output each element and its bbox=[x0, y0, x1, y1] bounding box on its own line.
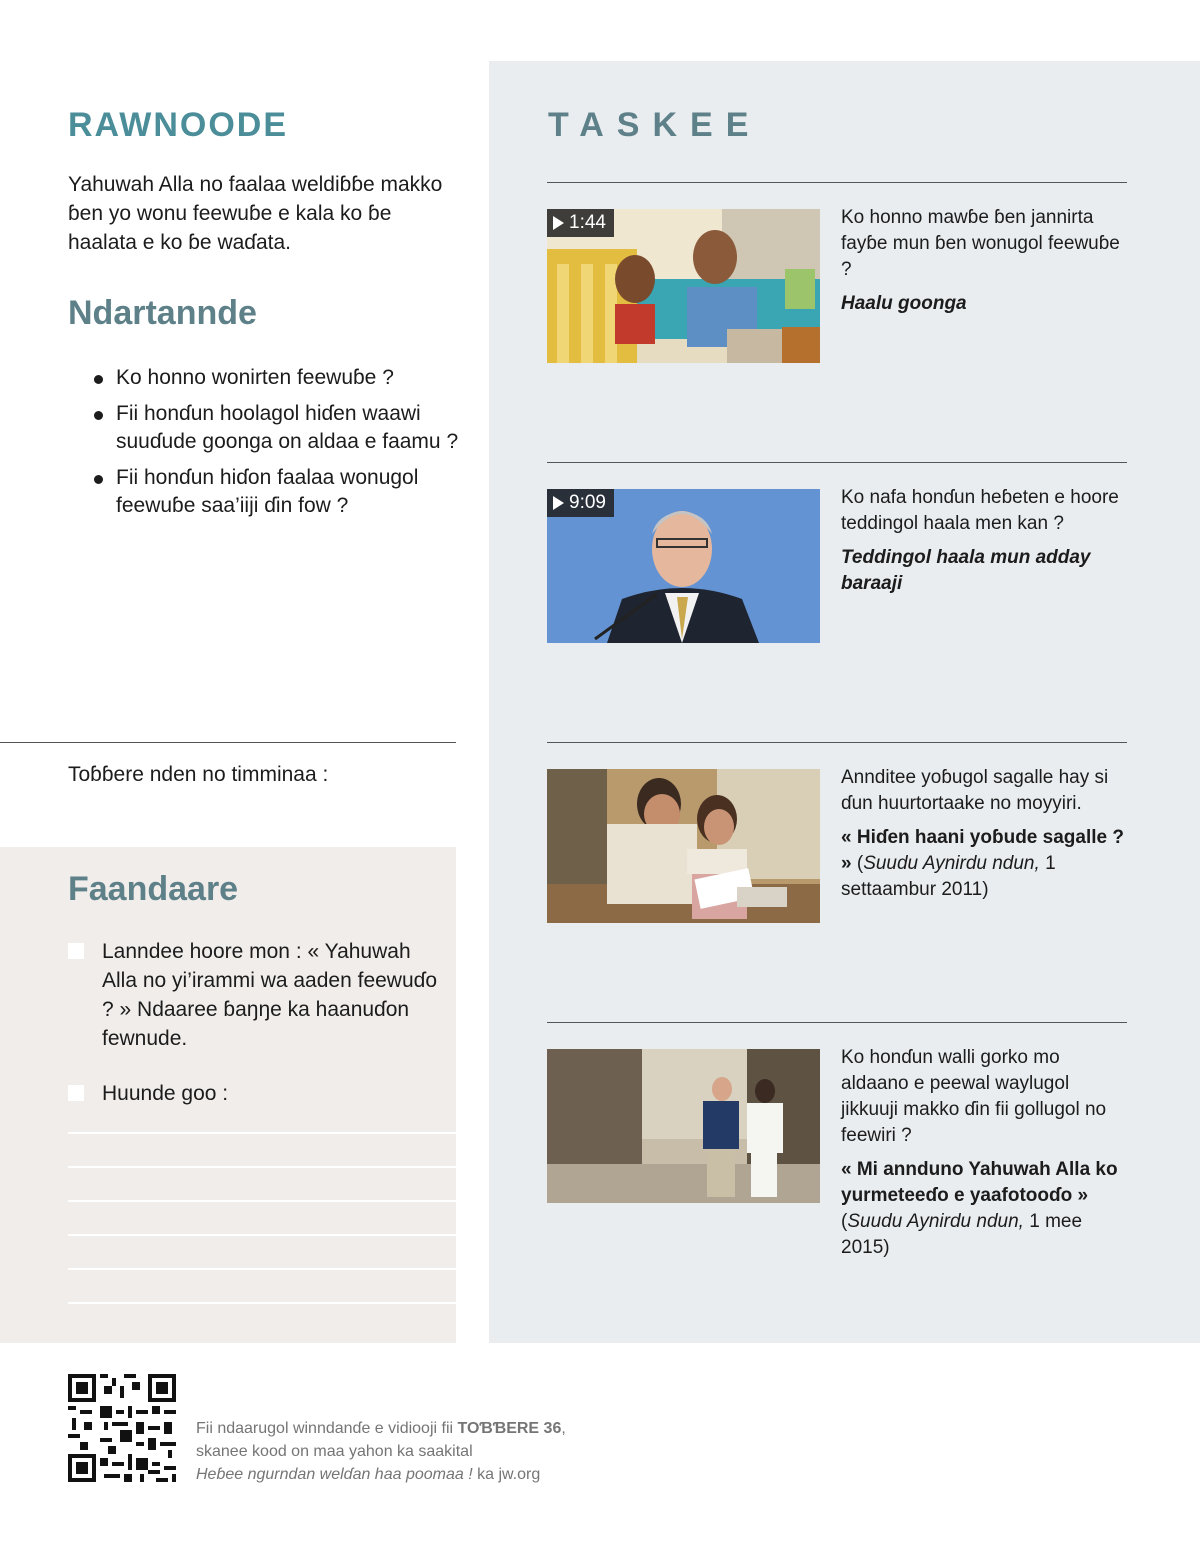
write-line[interactable] bbox=[68, 1234, 456, 1236]
lesson-completed-label: Toɓɓere nden no timminaa : bbox=[68, 763, 329, 786]
video-question: Ko nafa honɗun heɓeten e hoore teddingol haala men kan ? bbox=[841, 487, 1119, 534]
article-question: Annditee yoɓugol sagalle hay si ɗun huurtortaake no moyyiri. bbox=[841, 767, 1109, 814]
video-title-link[interactable]: Haalu goonga bbox=[841, 293, 967, 314]
ndartannde-item: Ko honno wonirten feewuɓe ? bbox=[92, 364, 462, 392]
couple-paying-taxes-image bbox=[547, 769, 820, 923]
video-title-link[interactable]: Teddingol haala mun adday baraaji bbox=[841, 547, 1091, 594]
video-thumbnail[interactable] bbox=[547, 489, 820, 643]
video-question: Ko honno mawɓe ɓen jannirta fayɓe mun ɓen wonugol feewuɓe ? bbox=[841, 207, 1120, 280]
bullet-icon bbox=[94, 375, 103, 384]
footer-note: Fii ndaarugol winndanɗe e vidiooji fii TOƁƁERE 36, skanee kood on maa yahon ka saakital Heɓee ngurndan welɗan haa poomaa ! ka jw.org bbox=[196, 1420, 566, 1483]
bullet-icon bbox=[94, 411, 103, 420]
play-icon bbox=[553, 216, 564, 230]
ndartannde-item: Fii honɗun hiɗon faalaa wonugol feewuɓe saa’iiji ɗin fow ? bbox=[92, 464, 462, 520]
checkbox[interactable] bbox=[68, 943, 84, 959]
divider bbox=[547, 1022, 1127, 1023]
video-description bbox=[841, 485, 1131, 597]
rawnoode-text: Yahuwah Alla no faalaa weldiɓɓe makko ɓen yo wonu feewuɓe e kala ko ɓe haalata e ko ɓe waɗata. bbox=[68, 173, 443, 254]
video-thumbnail[interactable] bbox=[547, 209, 820, 363]
ndartannde-heading: Ndartannde bbox=[68, 294, 257, 332]
article-description bbox=[841, 765, 1131, 903]
ndartannde-item: Fii honɗun hoolagol hiɗen waawi suuɗude goonga on aldaa e faamu ? bbox=[92, 400, 462, 456]
play-icon bbox=[553, 496, 564, 510]
ndartannde-list bbox=[92, 364, 462, 528]
faandaare-heading: Faandaare bbox=[68, 870, 239, 908]
video-duration-badge: 1:44 bbox=[547, 209, 614, 237]
write-line[interactable] bbox=[68, 1200, 456, 1202]
video-duration-badge: 9:09 bbox=[547, 489, 614, 517]
divider bbox=[547, 462, 1127, 463]
article-title-link[interactable]: « Mi annduno Yahuwah Alla ko yurmeteeɗo e yaafotooɗo » (Suudu Aynirdu ndun, 1 mee 2015) bbox=[841, 1159, 1118, 1258]
article-description bbox=[841, 1045, 1131, 1261]
write-line[interactable] bbox=[68, 1302, 456, 1304]
divider bbox=[547, 742, 1127, 743]
checkbox[interactable] bbox=[68, 1085, 84, 1101]
goal-text: Huunde goo : bbox=[102, 1082, 229, 1105]
taskee-heading: TASKEE bbox=[548, 106, 762, 144]
couple-walking-street-image bbox=[547, 1049, 820, 1203]
write-line[interactable] bbox=[68, 1166, 456, 1168]
other-goal-checkbox-item[interactable] bbox=[68, 1079, 438, 1108]
divider bbox=[0, 742, 456, 743]
write-line[interactable] bbox=[68, 1132, 456, 1134]
article-title-link[interactable]: « Hiɗen haani yoɓude sagalle ? » (Suudu Aynirdu ndun, 1 settaambur 2011) bbox=[841, 827, 1124, 900]
article-question: Ko honɗun walli gorko mo aldaano e peewal waylugol jikkuuji makko ɗin fii gollugol no feewiri ? bbox=[841, 1047, 1107, 1146]
rawnoode-heading: RAWNOODE bbox=[68, 106, 288, 144]
video-description bbox=[841, 205, 1131, 317]
divider bbox=[547, 182, 1127, 183]
article-image[interactable] bbox=[547, 1049, 820, 1203]
write-line[interactable] bbox=[68, 1268, 456, 1270]
article-image[interactable] bbox=[547, 769, 820, 923]
goal-text: Lanndee hoore mon : « Yahuwah Alla no yi’irammi wa aaden feewuɗo ? » Ndaaree ɓaŋŋe ka haanuɗon fewnude. bbox=[102, 940, 438, 1050]
goal-checkbox-item[interactable] bbox=[68, 937, 438, 1053]
bullet-icon bbox=[94, 475, 103, 484]
qr-code-icon[interactable] bbox=[68, 1374, 176, 1482]
